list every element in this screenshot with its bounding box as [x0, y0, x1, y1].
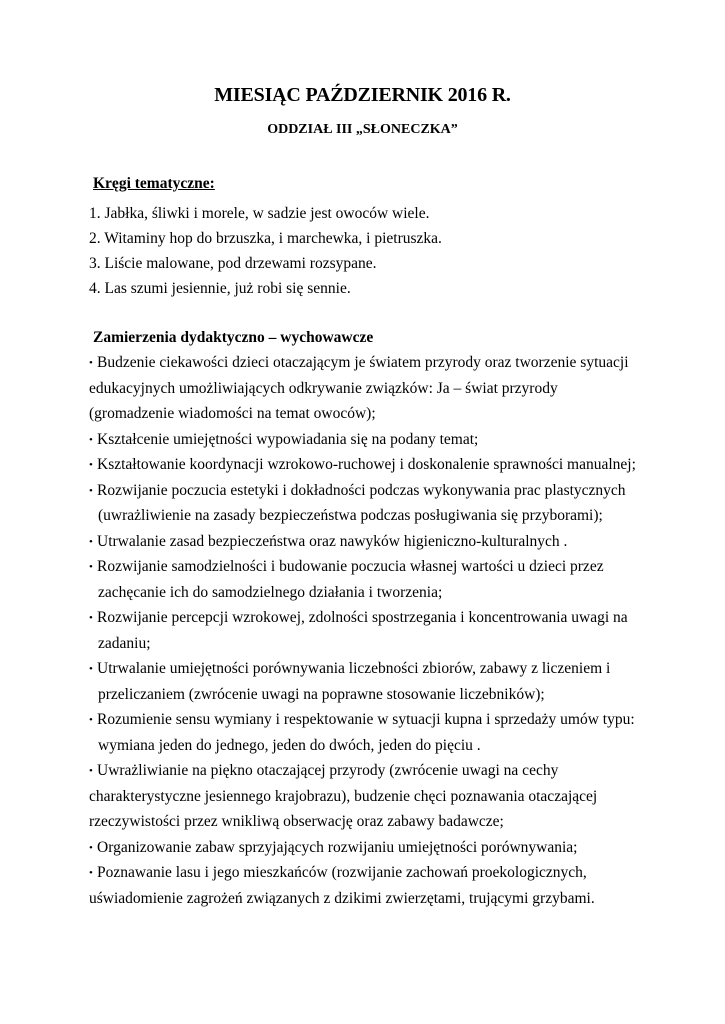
- goals-heading: Zamierzenia dydaktyczno – wychowawcze: [93, 329, 374, 346]
- goal-line: • Utrwalanie umiejętności porównywania liczebności zbiorów, zabawy z liczeniem i: [89, 660, 611, 677]
- bullet-icon: •: [89, 612, 93, 624]
- goal-line: • Organizowanie zabaw sprzyjających rozwijaniu umiejętności porównywania;: [89, 839, 578, 856]
- bullet-icon: •: [89, 561, 93, 573]
- goal-line: • Rozwijanie samodzielności i budowanie poczucia własnej wartości u dzieci przez: [89, 558, 604, 575]
- bullet-icon: •: [89, 434, 93, 446]
- goal-line: uświadomienie zagrożeń związanych z dzikimi zwierzętami, trującymi grzybami.: [89, 890, 595, 907]
- goal-line: • Uwrażliwianie na piękno otaczającej przyrody (zwrócenie uwagi na cechy: [89, 762, 559, 779]
- goal-line: • Budzenie ciekawości dzieci otaczającym je światem przyrody oraz tworzenie sytuacji: [89, 354, 629, 371]
- goal-line: wymiana jeden do jednego, jeden do dwóch, jeden do pięciu .: [98, 737, 481, 754]
- bullet-icon: •: [89, 357, 93, 369]
- bullet-icon: •: [89, 663, 93, 675]
- goal-line: edukacyjnych umożliwiających odkrywanie związków: Ja – świat przyrody: [89, 380, 558, 397]
- themes-heading: Kręgi tematyczne:: [93, 175, 215, 192]
- bullet-icon: •: [89, 867, 93, 879]
- page-subtitle: ODDZIAŁ III „SŁONECZKA”: [267, 122, 458, 137]
- bullet-icon: •: [89, 765, 93, 777]
- bullet-icon: •: [89, 842, 93, 854]
- goal-line: rzeczywistości przez wnikliwą obserwację oraz zabawy badawcze;: [89, 813, 504, 830]
- bullet-icon: •: [89, 459, 93, 471]
- goal-line: charakterystyczne jesiennego krajobrazu), budzenie chęci poznawania otaczającej: [89, 788, 598, 805]
- theme-item: 2. Witaminy hop do brzuszka, i marchewka, i pietruszka.: [89, 230, 442, 247]
- bullet-icon: •: [89, 714, 93, 726]
- goal-line: przeliczaniem (zwrócenie uwagi na poprawne stosowanie liczebników);: [98, 686, 545, 703]
- theme-item: 3. Liście malowane, pod drzewami rozsypane.: [89, 255, 377, 272]
- goal-line: • Poznawanie lasu i jego mieszkańców (rozwijanie zachowań proekologicznych,: [89, 864, 587, 881]
- goal-line: • Kształcenie umiejętności wypowiadania się na podany temat;: [89, 431, 479, 448]
- goal-line: zadaniu;: [98, 635, 151, 652]
- goal-line: zachęcanie ich do samodzielnego działania i tworzenia;: [98, 584, 443, 601]
- bullet-icon: •: [89, 536, 93, 548]
- page-title: MIESIĄC PAŹDZIERNIK 2016 R.: [214, 84, 511, 106]
- goal-line: • Rozwijanie poczucia estetyki i dokładności podczas wykonywania prac plastycznych: [89, 482, 626, 499]
- goal-line: (uwrażliwienie na zasady bezpieczeństwa podczas posługiwania się przyborami);: [98, 507, 603, 524]
- goal-line: • Kształtowanie koordynacji wzrokowo-ruchowej i doskonalenie sprawności manualnej;: [89, 456, 636, 473]
- goal-line: • Rozwijanie percepcji wzrokowej, zdolności spostrzegania i koncentrowania uwagi na: [89, 609, 628, 626]
- theme-item: 1. Jabłka, śliwki i morele, w sadzie jest owoców wiele.: [89, 205, 430, 222]
- theme-item: 4. Las szumi jesiennie, już robi się sennie.: [89, 280, 351, 297]
- goal-line: • Rozumienie sensu wymiany i respektowanie w sytuacji kupna i sprzedaży umów typu:: [89, 711, 635, 728]
- bullet-icon: •: [89, 485, 93, 497]
- goal-line: • Utrwalanie zasad bezpieczeństwa oraz nawyków higieniczno-kulturalnych .: [89, 533, 568, 550]
- goal-line: (gromadzenie wiadomości na temat owoców);: [89, 405, 376, 422]
